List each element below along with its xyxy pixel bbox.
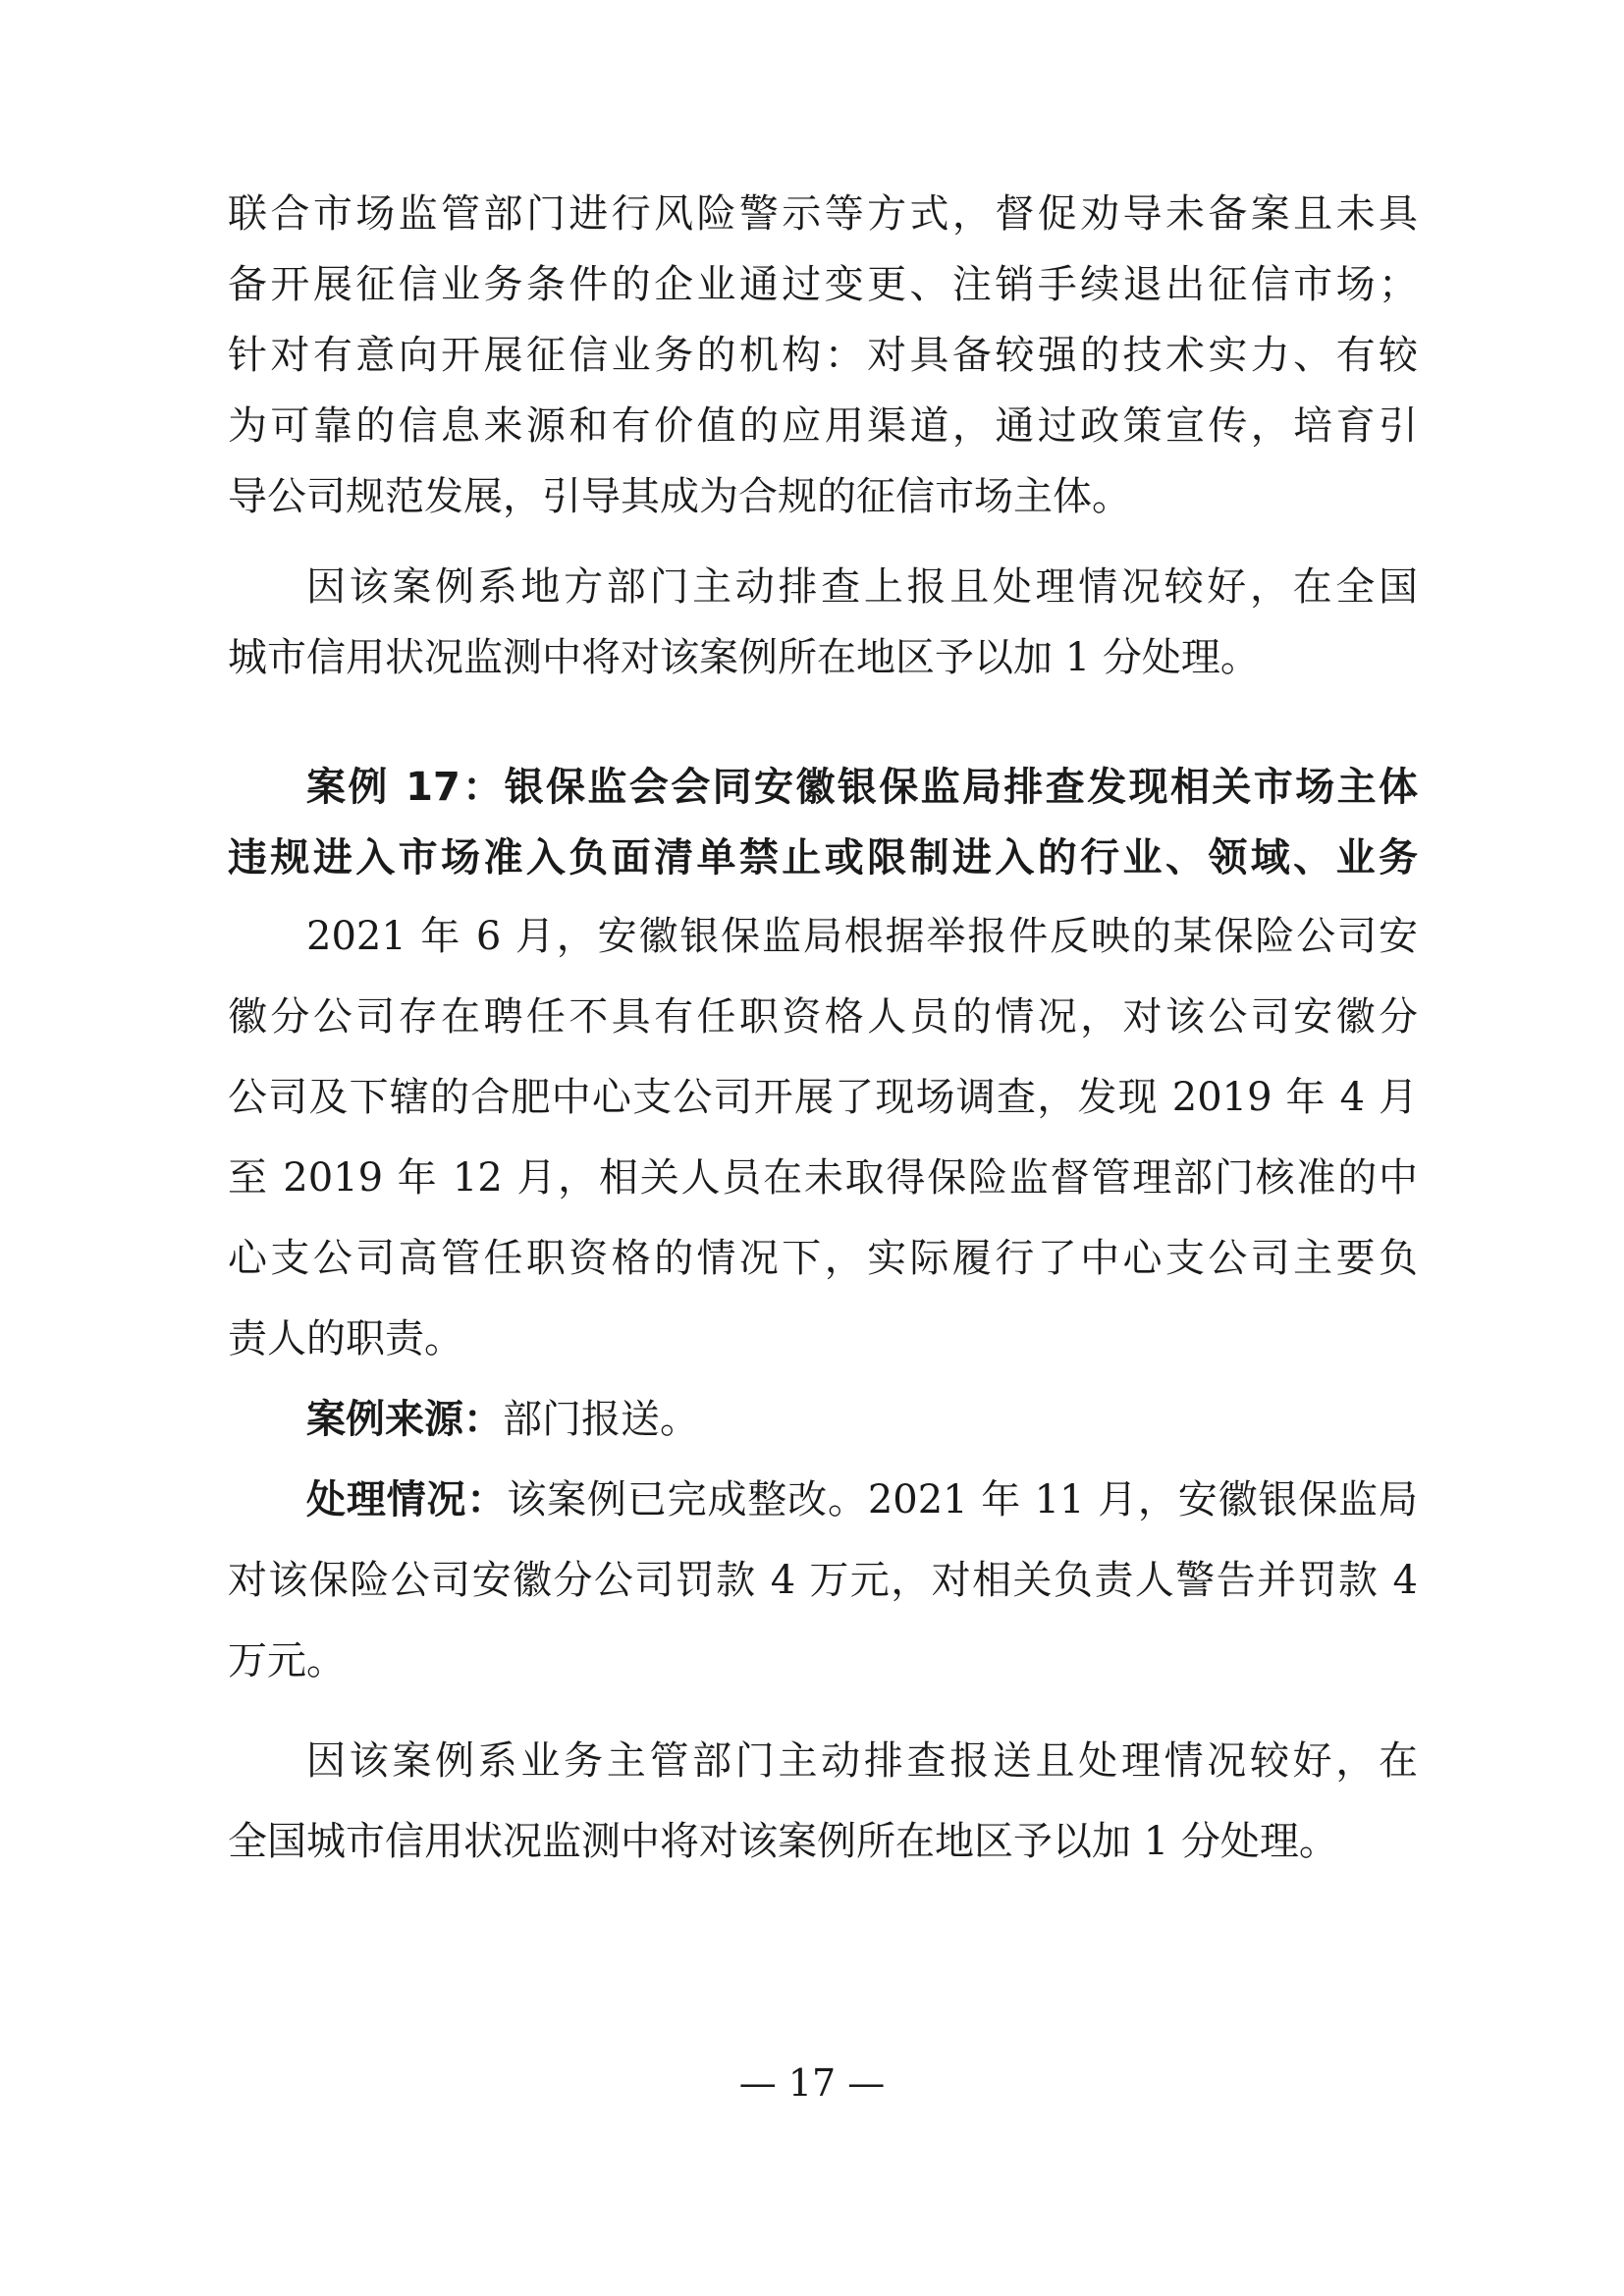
paragraph-final-line-1: 因该案例系业务主管部门主动排查报送且处理情况较好，在 <box>306 1738 1418 1784</box>
paragraph-1-line-2: 备开展征信业务条件的企业通过变更、注销手续退出征信市场； <box>228 262 1418 307</box>
case-source-label: 案例来源： <box>306 1397 503 1442</box>
handling-first-line-text: 该案例已完成整改。2021 年 11 月，安徽银保监局 <box>507 1477 1418 1522</box>
page-number: — 17 — <box>738 2061 886 2105</box>
paragraph-1-line-3: 针对有意向开展征信业务的机构：对具备较强的技术实力、有较 <box>228 333 1418 378</box>
case-body-line-4: 至 2019 年 12 月，相关人员在未取得保险监督管理部门核准的中 <box>228 1155 1418 1201</box>
case-body-line-1: 2021 年 6 月，安徽银保监局根据举报件反映的某保险公司安 <box>306 914 1418 959</box>
case-heading-line-2: 违规进入市场准入负面清单禁止或限制进入的行业、领域、业务 <box>228 835 1418 881</box>
case-source-text: 部门报送。 <box>503 1397 699 1442</box>
case-body-line-2: 徽分公司存在聘任不具有任职资格人员的情况，对该公司安徽分 <box>228 994 1418 1040</box>
case-body-line-5: 心支公司高管任职资格的情况下，实际履行了中心支公司主要负 <box>228 1236 1418 1281</box>
paragraph-final-line-2: 全国城市信用状况监测中将对该案例所在地区予以加 1 分处理。 <box>228 1819 1338 1864</box>
paragraph-2-line-1: 因该案例系地方部门主动排查上报且处理情况较好，在全国 <box>306 564 1418 610</box>
handling-line-2: 对该保险公司安徽分公司罚款 4 万元，对相关负责人警告并罚款 4 <box>228 1558 1418 1603</box>
paragraph-2-line-2: 城市信用状况监测中将对该案例所在地区予以加 1 分处理。 <box>228 635 1260 680</box>
case-body-line-3: 公司及下辖的合肥中心支公司开展了现场调查，发现 2019 年 4 月 <box>228 1075 1418 1120</box>
paragraph-1-line-1: 联合市场监管部门进行风险警示等方式，督促劝导未备案且未具 <box>228 191 1418 237</box>
case-source <box>306 1384 1418 1455</box>
paragraph-1-line-4: 为可靠的信息来源和有价值的应用渠道，通过政策宣传，培育引 <box>228 403 1418 449</box>
case-body-line-6: 责人的职责。 <box>228 1316 463 1362</box>
handling-line-3: 万元。 <box>228 1638 346 1683</box>
handling-line-1 <box>306 1465 1418 1535</box>
paragraph-1-line-5: 导公司规范发展，引导其成为合规的征信市场主体。 <box>228 474 1131 519</box>
case-heading-line-1: 案例 17：银保监会会同安徽银保监局排查发现相关市场主体 <box>306 765 1418 810</box>
handling-label: 处理情况： <box>306 1477 508 1522</box>
